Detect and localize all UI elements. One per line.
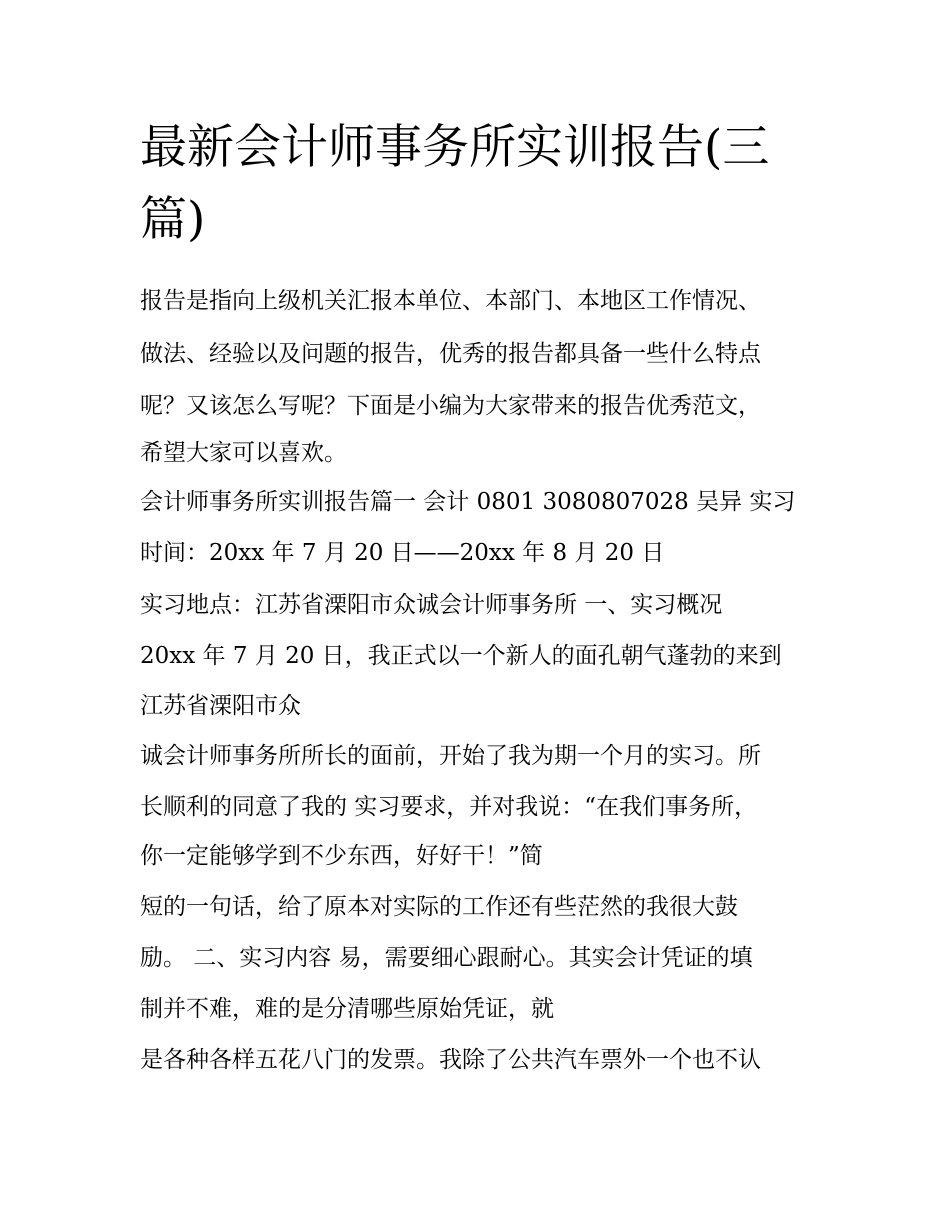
body-line: 励。 二、实习内容 易，需要细心跟耐心。其实会计凭证的填 — [140, 945, 753, 971]
body-line: 希望大家可以喜欢。 — [140, 440, 347, 466]
body-line: 江苏省溧阳市众 — [140, 693, 301, 719]
body-line: 是各种各样五花八门的发票。我除了公共汽车票外一个也不认 — [140, 1047, 761, 1073]
body-line: 你一定能够学到不少东西，好好干！”简 — [140, 843, 543, 869]
body-line: 时间：20xx 年 7 月 20 日——20xx 年 8 月 20 日 — [140, 540, 665, 566]
body-line: 呢？又该怎么写呢？下面是小编为大家带来的报告优秀范文， — [140, 393, 761, 419]
body-line: 长顺利的同意了我的 实习要求，并对我说：“在我们事务所， — [140, 794, 758, 820]
body-line: 短的一句话，给了原本对实际的工作还有些茫然的我很大鼓 — [140, 894, 738, 920]
body-line: 20xx 年 7 月 20 日，我正式以一个新人的面孔朝气蓬勃的来到 — [140, 643, 782, 669]
body-line: 报告是指向上级机关汇报本单位、本部门、本地区工作情况、 — [140, 288, 761, 314]
body-line: 实习地点：江苏省溧阳市众诚会计师事务所 一、实习概况 — [140, 592, 723, 618]
body-line: 诚会计师事务所所长的面前，开始了我为期一个月的实习。所 — [140, 743, 761, 769]
document-title — [140, 112, 820, 256]
body-line: 做法、经验以及问题的报告，优秀的报告都具备一些什么特点 — [140, 341, 761, 367]
body-line: 会计师事务所实训报告篇一 会计 0801 3080807028 吴异 实习 — [140, 489, 796, 515]
title-line: 最新会计师事务所实训报告(三 — [140, 120, 770, 175]
body-line: 制并不难，难的是分清哪些原始凭证，就 — [140, 996, 554, 1022]
title-line: 篇) — [140, 192, 206, 247]
